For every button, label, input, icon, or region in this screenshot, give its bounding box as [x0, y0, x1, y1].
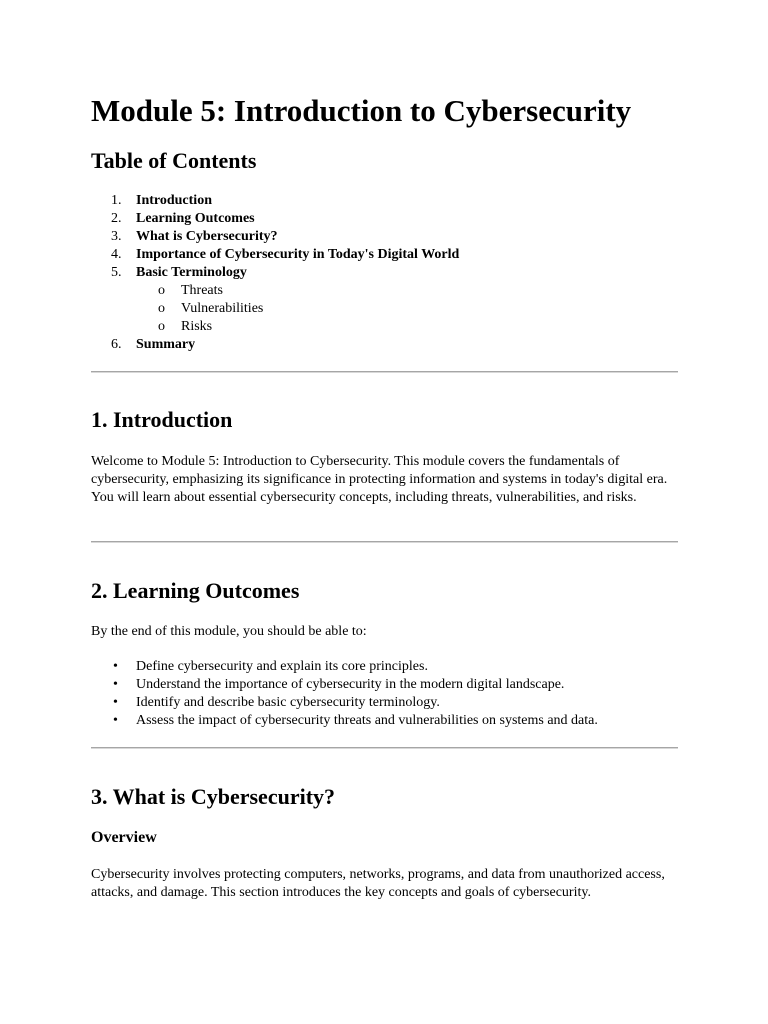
list-item	[91, 676, 598, 694]
toc-subitem-threats[interactable]	[136, 282, 459, 300]
list-item-text: Assess the impact of cybersecurity threats and vulnerabilities on systems and data.	[136, 713, 598, 728]
section-divider	[91, 541, 678, 543]
bullet-marker: •	[113, 659, 118, 674]
toc-item-summary[interactable]	[91, 336, 459, 354]
toc-subitem-vulnerabilities[interactable]	[136, 300, 459, 318]
sublist-marker: o	[158, 301, 165, 316]
introduction-body: Welcome to Module 5: Introduction to Cybersecurity. This module covers the fundamentals of cybersecurity, emphasizing its significance in protecting information and systems in today's digital era. You will learn about essential cybersecurity concepts, including threats, vulnerabilities, and risks.	[91, 454, 668, 505]
learning-outcomes-heading: 2. Learning Outcomes	[91, 578, 300, 603]
toc-item-label: Summary	[136, 337, 196, 352]
list-item	[91, 694, 598, 712]
bullet-marker: •	[113, 677, 118, 692]
table-of-contents	[91, 192, 459, 354]
toc-item-introduction[interactable]	[91, 192, 459, 210]
toc-item-basic-terminology[interactable]	[91, 264, 459, 336]
page-title: Module 5: Introduction to Cybersecurity	[91, 93, 632, 128]
toc-sublist	[136, 282, 459, 336]
toc-item-learning-outcomes[interactable]	[91, 210, 459, 228]
toc-subitem-label: Risks	[181, 319, 213, 334]
list-item	[91, 712, 598, 730]
overview-subheading: Overview	[91, 829, 157, 846]
list-item	[91, 658, 598, 676]
toc-subitem-label: Threats	[181, 283, 223, 298]
toc-item-label: Introduction	[136, 193, 212, 208]
what-is-body: Cybersecurity involves protecting computers, networks, programs, and data from unauthorized access, attacks, and damage. This section introduces the key concepts and goals of cybersecurity.	[91, 867, 665, 900]
toc-item-importance[interactable]	[91, 246, 459, 264]
list-item-text: Identify and describe basic cybersecurity terminology.	[136, 695, 440, 710]
list-item-text: Define cybersecurity and explain its core principles.	[136, 659, 428, 674]
toc-subitem-label: Vulnerabilities	[181, 301, 264, 316]
toc-subitem-risks[interactable]	[136, 318, 459, 336]
toc-heading: Table of Contents	[91, 148, 257, 173]
section-divider	[91, 747, 678, 749]
toc-item-number: 5.	[111, 265, 122, 280]
list-item-text: Understand the importance of cybersecurity in the modern digital landscape.	[136, 677, 565, 692]
toc-item-number: 1.	[111, 193, 122, 208]
what-is-heading: 3. What is Cybersecurity?	[91, 784, 336, 809]
toc-item-number: 6.	[111, 337, 122, 352]
toc-item-number: 2.	[111, 211, 122, 226]
toc-item-label: Importance of Cybersecurity in Today's Digital World	[136, 247, 460, 262]
section-divider	[91, 371, 678, 373]
bullet-marker: •	[113, 695, 118, 710]
learning-outcomes-list	[91, 658, 598, 730]
toc-item-label: Basic Terminology	[136, 265, 247, 280]
toc-item-number: 4.	[111, 247, 122, 262]
learning-outcomes-lead: By the end of this module, you should be able to:	[91, 624, 367, 639]
sublist-marker: o	[158, 319, 165, 334]
toc-item-label: What is Cybersecurity?	[136, 229, 278, 244]
sublist-marker: o	[158, 283, 165, 298]
toc-item-number: 3.	[111, 229, 122, 244]
bullet-marker: •	[113, 713, 118, 728]
toc-item-what-is-cybersecurity[interactable]	[91, 228, 459, 246]
toc-item-label: Learning Outcomes	[136, 211, 255, 226]
introduction-heading: 1. Introduction	[91, 407, 233, 432]
